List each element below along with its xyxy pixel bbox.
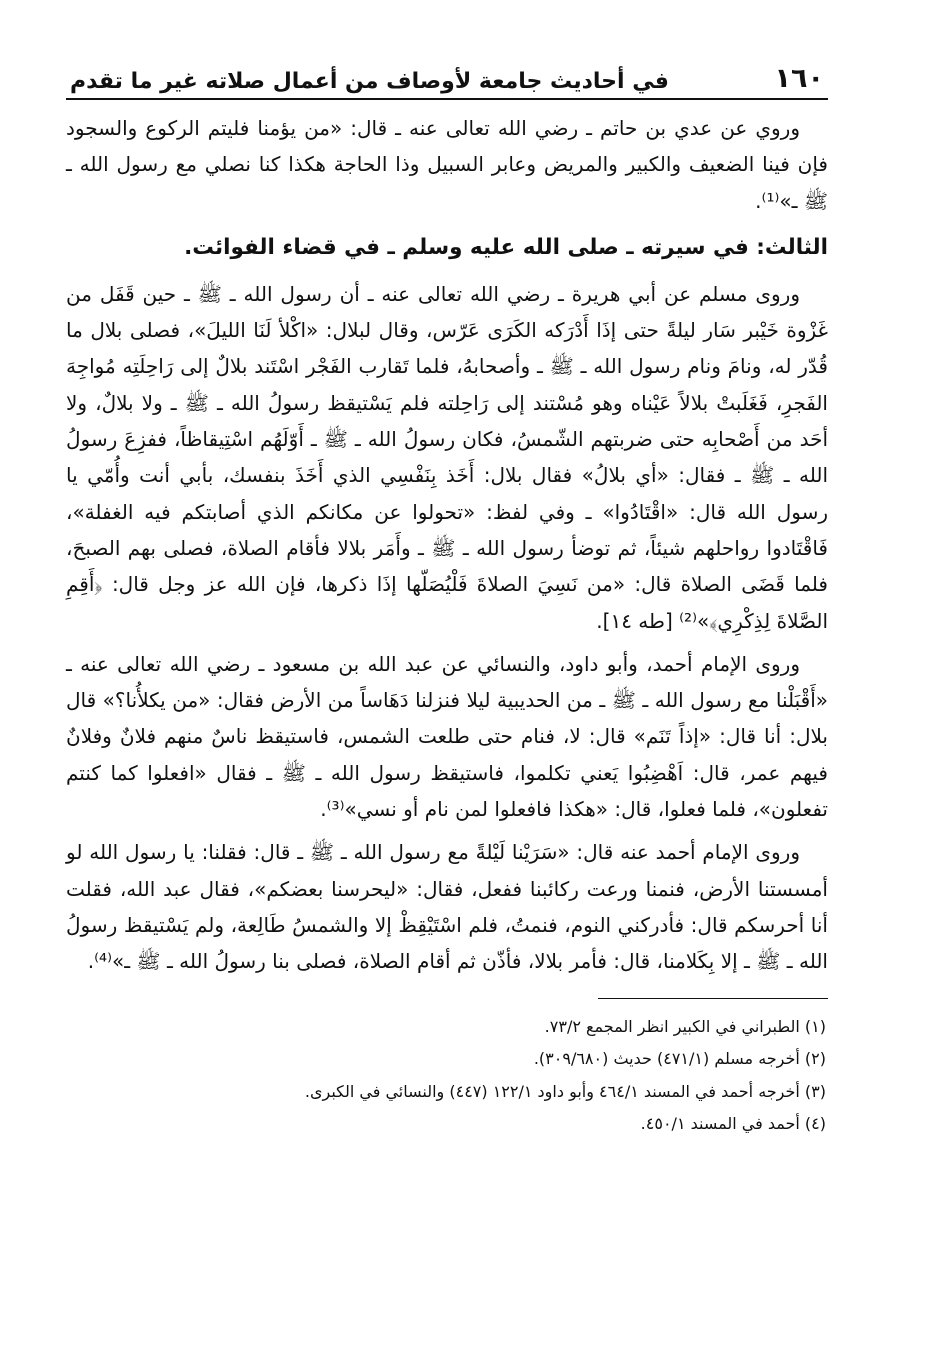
page-number: ١٦٠	[774, 63, 824, 94]
footnote-4: (٤) أحمد في المسند ٤٥٠/١.	[640, 1114, 826, 1134]
running-header	[66, 50, 828, 100]
paragraph-muslim-hadith: وروى مسلم عن أبي هريرة ـ رضي الله تعالى عنه ـ أن رسول الله ـ ﷺ ـ حين قَفَل من غَزْوة خَيْبر سَار ليلةً حتى إذَا أَدْرَكه الكَرَى عَرّس، وقال لبلال: «اكْلأ لَنَا الليلَ»، فصلى بلال ما قُدّر له، ونامَ ونام رسول الله ـ ﷺ ـ وأصحابهُ، فلما تَقارب الفَجْر اسْتَند بلالٌ إلى رَاحِلَتِه مُواجِهَ الفَجرِ، فَغَلَبتْ بلالاً عَيْناه وهو مُسْتند إلى رَاحِلته فلم يَسْتيقظ رسولُ الله ـ ﷺ ـ ولا بلالٌ، ولا أحَد من أَصْحابِه حتى ضربتهم الشّمسُ، فكان رسولُ الله ـ ﷺ ـ أَوّلَهُم اسْتِيقاظاً، ففزِعَ رسولُ الله ـ ﷺ ـ فقال: «أي بلالُ» فقال بلال: أَخَذ بِنَفْسِي الذي أَخَذَ بنفسك، بأبي أنت وأُمّي يا رسول الله قال: «اقْتَادُوا» ـ وفي لفظ: «تحولوا عن مكانكم الذي أصابتكم فيه الغفلة»، فَاقْتَادوا رواحلهم شيئاً، ثم توضأ رسول الله ـ ﷺ ـ وأَمَر بلالا فأقام الصلاة، فصلى بهم الصبحَ، فلما قَضَى الصلاة قال: «من نَسِيَ الصلاةَ فَلْيُصَلّها إذَا ذكرها، فإن الله عز وجل قال: ﴿أَقِمِ الصَّلاةَ لِذِكْرِي﴾»⁽²⁾ [طه ١٤].	[66, 281, 828, 633]
book-page	[66, 50, 828, 1340]
footnote-divider	[598, 998, 828, 999]
footnote-3: (٣) أخرجه أحمد في المسند ٤٦٤/١ وأبو داود ١٢٢/١ (٤٤٧) والنسائي في الكبرى.	[304, 1081, 826, 1101]
running-header-title: في أحاديث جامعة لأوصاف من أعمال صلاته غير ما تقدم	[70, 69, 669, 94]
paragraph-adi-hadith: وروي عن عدي بن حاتم ـ رضي الله تعالى عنه ـ قال: «من يؤمنا فليتم الركوع والسجود فإن فينا الضعيف والكبير والمريض وعابر السبيل وذا الحاجة هكذا كنا نصلي مع رسول الله ـ ﷺ ـ»⁽¹⁾.	[66, 116, 828, 213]
body-text	[66, 110, 828, 980]
footnote-2: (٢) أخرجه مسلم (٤٧١/١) حديث (٣٠٩/٦٨٠).	[533, 1049, 826, 1069]
section-heading: الثالث: في سيرته ـ صلى الله عليه وسلم ـ في قضاء الفوائت.	[184, 234, 828, 260]
paragraph-ahmad-hadith: وروى الإمام أحمد عنه قال: «سَرَيْنا لَيْلةً مع رسول الله ـ ﷺ ـ قال: فقلنا: يا رسول الله لو أمسستنا الأرض، فنمنا ورعت ركائبنا ففعل، فقال: «ليحرسنا بعضكم»، فقال عبد الله، فقلت أنا أحرسكم قال: فأدركني النوم، فنمتُ، فلم اسْتَيْقِظْ إلا والشمسُ طَالِعة، ولم يَسْتيقظ رسولُ الله ـ ﷺ ـ إلا بِكَلامنا، قال: فأمر بلالا، فأذّن ثم أقام الصلاة، فصلى بنا رسولُ الله ـ ﷺ ـ»⁽⁴⁾.	[66, 840, 828, 974]
paragraph-ibn-masud-hadith: وروى الإمام أحمد، وأبو داود، والنسائي عن عبد الله بن مسعود ـ رضي الله تعالى عنه ـ «أَقْبَلْنا مع رسول الله ـ ﷺ ـ من الحديبية ليلا فنزلنا دَهَاساً من الأرض فقال: «من يكلأُنا؟» قال بلال: أنا قال: «إذاً تَنَم» قال: لا، فنام حتى طلعت الشمس، فاستيقظ ناسٌ منهم فلانٌ وفلانٌ فيهم عمر، قال: اَهْضِبُوا يَعني تكلموا، فاستيقظ رسول الله ـ ﷺ ـ فقال «افعلوا كما كنتم تفعلون»، فلما فعلوا، قال: «هكذا فافعلوا لمن نام أو نسي»⁽³⁾.	[66, 651, 828, 822]
footnotes	[66, 1011, 828, 1141]
footnote-1: (١) الطبراني في الكبير انظر المجمع ٧٣/٢.	[544, 1016, 826, 1036]
